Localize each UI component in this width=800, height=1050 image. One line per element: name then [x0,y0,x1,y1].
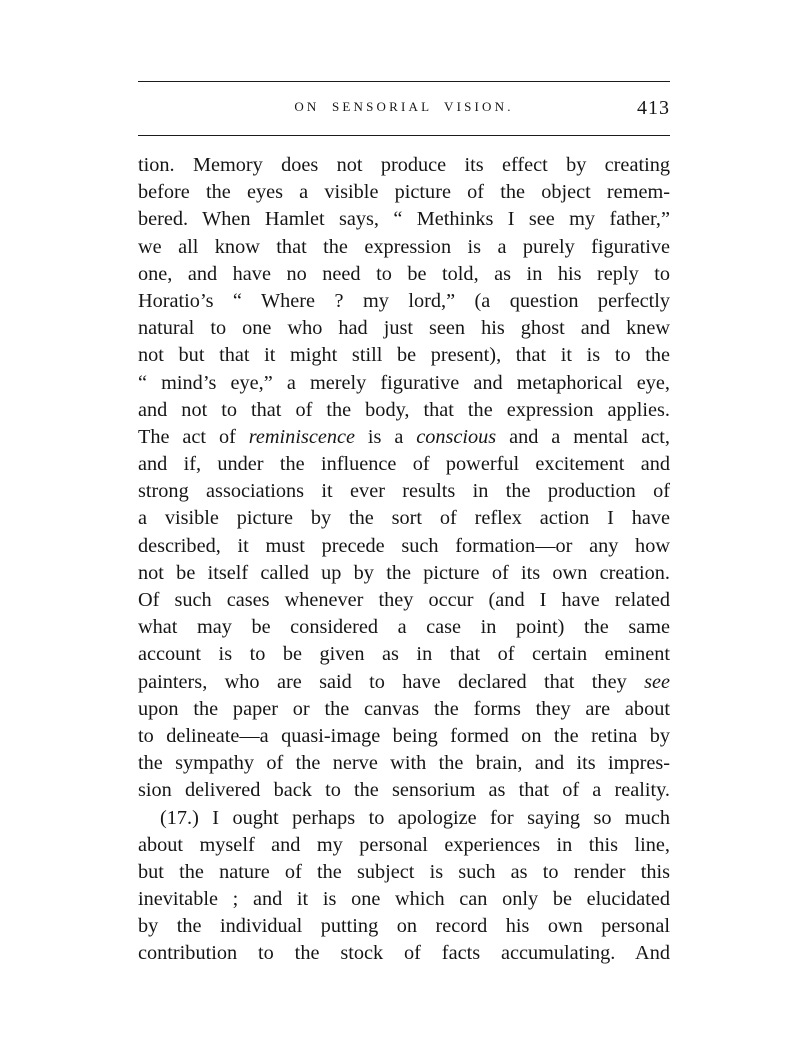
text-line: and if, under the influence of powerful excitement and [138,453,670,476]
text-line: about myself and my personal experiences in this line, [138,833,670,856]
body-text [138,152,670,968]
text-line: contribution to the stock of facts accumulating. And [138,942,670,965]
text-run: painters, who are said to have declared that they [138,670,645,693]
text-line: sion delivered back to the sensorium as that of a reality. [138,779,670,802]
text-line: not but that it might still be present), that it is to the [138,344,670,367]
italic-term-reminiscence: reminiscence [248,425,355,448]
header-bottom-rule [138,135,670,136]
text-line: bered. When Hamlet says, “ Methinks I see my father,” [138,208,670,231]
text-line: Horatio’s “ Where ? my lord,” (a question perfectly [138,289,670,312]
text-line: a visible picture by the sort of reflex action I have [138,507,670,530]
italic-term-see: see [644,670,670,693]
running-header [138,97,670,121]
paragraph-start-line: (17.) I ought perhaps to apologize for saying so much [160,806,670,829]
italic-term-conscious: conscious [416,425,497,448]
text-run: and a mental act, [496,425,670,448]
text-line-with-italics [138,669,670,696]
text-line: inevitable ; and it is one which can only be elucidated [138,888,670,911]
text-line: not be itself called up by the picture of its own creation. [138,561,670,584]
text-line: natural to one who had just seen his ghost and knew [138,317,670,340]
text-line-with-italics [138,424,670,451]
text-line: upon the paper or the canvas the forms they are about [138,697,670,720]
text-line: the sympathy of the nerve with the brain, and its impres- [138,752,670,775]
text-line: tion. Memory does not produce its effect by creating [138,154,670,176]
header-top-rule [138,81,670,82]
running-title: ON SENSORIAL VISION. [294,99,514,114]
page-number: 413 [637,97,670,119]
text-line: strong associations it ever results in the production of [138,480,670,503]
text-line: Of such cases whenever they occur (and I have related [138,589,670,611]
text-line: one, and have no need to be told, as in his reply to [138,262,670,285]
text-line: but the nature of the subject is such as to render this [138,860,670,883]
text-line: to delineate—a quasi-image being formed on the retina by [138,724,670,747]
text-line: before the eyes a visible picture of the object remem- [138,181,670,204]
text-line: account is to be given as in that of certain eminent [138,643,670,666]
text-line: by the individual putting on record his own personal [138,915,670,938]
text-run: is a [355,425,417,448]
text-line: described, it must precede such formation—or any how [138,534,670,557]
text-line: what may be considered a case in point) the same [138,616,670,639]
text-line: we all know that the expression is a purely figurative [138,235,670,258]
text-run: The act of [138,425,249,448]
text-line: and not to that of the body, that the expression applies. [138,398,670,421]
text-line: “ mind’s eye,” a merely figurative and metaphorical eye, [138,371,670,394]
